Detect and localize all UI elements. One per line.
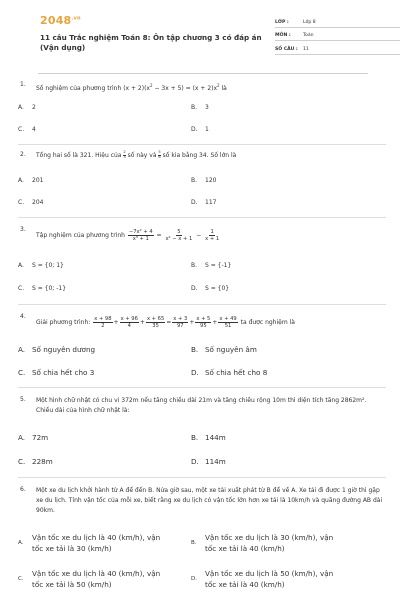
option-c[interactable]	[18, 457, 53, 466]
option-text-line: tốc xe tải là 40 (km/h)	[205, 544, 285, 553]
option-key: B.	[191, 262, 198, 269]
meta-row-subject	[275, 28, 400, 42]
question-divider	[18, 144, 386, 145]
fraction	[128, 229, 154, 242]
fraction-denominator: 35	[152, 323, 159, 329]
logo-suffix: .vn	[71, 15, 81, 22]
option-b[interactable]	[191, 532, 333, 554]
option-a[interactable]	[18, 532, 160, 554]
option-text: 3	[205, 104, 209, 111]
page-title: 11 câu Trắc nghiệm Toán 8: Ôn tập chương 3 có đáp án (Vận dụng)	[40, 33, 262, 52]
question-text-part: số kia bằng 34. Số lớn là	[160, 152, 237, 159]
fraction	[218, 316, 237, 329]
question-number: 5.	[20, 396, 26, 403]
fraction-numerator: 5	[158, 150, 161, 155]
option-text: Số nguyên âm	[205, 345, 257, 354]
meta-key: MÔN :	[275, 33, 291, 38]
option-b[interactable]	[191, 262, 231, 269]
meta-row-count	[275, 41, 400, 55]
option-text: 117	[205, 199, 217, 206]
option-key: C.	[18, 457, 26, 466]
fraction	[204, 229, 220, 242]
question-text-part: số này và	[125, 152, 157, 159]
option-key: D.	[191, 576, 197, 582]
option-text-line: Vận tốc xe du lịch là 30 (km/h), vận	[205, 533, 334, 542]
meta-key: SỐ CÂU :	[275, 46, 298, 52]
question-number: 3.	[20, 226, 26, 233]
question-text-part: là	[219, 85, 227, 92]
option-text: S = {0}	[205, 285, 230, 292]
option-key: D.	[191, 126, 198, 133]
option-key: B.	[191, 345, 199, 354]
logo-main: 2048	[40, 14, 72, 27]
option-key: A.	[18, 177, 24, 184]
option-text: 114m	[205, 457, 226, 466]
option-d[interactable]	[191, 568, 333, 590]
question-text-part: − 3x + 5) = (x + 2)x	[152, 85, 218, 92]
question-1	[20, 81, 384, 94]
option-text: Số chia hết cho 8	[205, 368, 268, 377]
option-a[interactable]	[18, 177, 43, 184]
question-text-part: Tập nghiệm của phương trình	[36, 232, 125, 239]
page-header	[20, 0, 382, 74]
option-text-line: tốc xe tải là 40 (km/h)	[205, 580, 285, 589]
option-key: A.	[18, 433, 26, 442]
fraction-denominator: 2	[101, 323, 105, 329]
option-text: Số nguyên dương	[32, 345, 96, 354]
option-key: D.	[191, 199, 198, 206]
fraction-denominator: 4	[127, 323, 131, 329]
option-key: D.	[191, 457, 199, 466]
question-number: 1.	[20, 81, 26, 88]
fraction-numerator: −7x² + 4	[128, 229, 153, 235]
option-text: S = {0; -1}	[32, 285, 67, 292]
question-divider	[18, 477, 386, 478]
option-a[interactable]	[18, 433, 48, 442]
question-text-part: ta được nghiệm là	[240, 319, 295, 326]
option-c[interactable]	[18, 368, 94, 377]
question-5	[20, 396, 384, 416]
meta-table	[275, 14, 400, 55]
option-c[interactable]	[18, 126, 36, 133]
question-text	[36, 81, 384, 94]
option-text: 120	[205, 177, 217, 184]
fraction-denominator: 6	[158, 155, 161, 159]
option-key: B.	[191, 104, 198, 111]
fraction-denominator: x + 1	[205, 236, 220, 242]
option-text-line: tốc xe tải là 50 (km/h)	[32, 580, 112, 589]
fraction-numerator: x + 3	[173, 316, 188, 322]
question-text-part: Tổng hai số là 321. Hiệu của	[36, 152, 122, 159]
option-text: S = {-1}	[205, 262, 232, 269]
option-a[interactable]	[18, 345, 95, 354]
exponent: 2	[149, 83, 153, 88]
question-text-part: Giải phương trình:	[36, 319, 91, 326]
option-key: D.	[191, 368, 199, 377]
question-number: 4.	[20, 313, 26, 320]
question-4	[20, 313, 384, 329]
option-text: 228m	[32, 457, 53, 466]
fraction-numerator: 5	[177, 229, 181, 235]
question-number: 2.	[20, 151, 26, 158]
option-text: 144m	[205, 433, 226, 442]
option-text: 1	[205, 126, 209, 133]
option-a[interactable]	[18, 104, 36, 111]
option-key: A.	[18, 104, 24, 111]
question-3	[20, 226, 384, 242]
option-a[interactable]	[18, 262, 64, 269]
option-text: 4	[32, 126, 36, 133]
option-text-line: Vận tốc xe du lịch là 40 (km/h), vận	[32, 569, 161, 578]
option-b[interactable]	[191, 177, 216, 184]
fraction	[146, 316, 165, 329]
option-key: C.	[18, 285, 25, 292]
site-logo[interactable]	[40, 14, 81, 27]
option-key: C.	[18, 576, 24, 582]
question-6	[20, 486, 384, 516]
exponent: 2	[217, 83, 220, 88]
option-b[interactable]	[191, 345, 257, 354]
option-text: 204	[32, 199, 44, 206]
question-text-part: Số nghiệm của phương trình (x + 2)(x	[36, 85, 150, 92]
fraction-numerator: x + 65	[146, 316, 165, 322]
option-text	[32, 532, 160, 554]
option-key: A.	[18, 262, 24, 269]
question-text: Một hình chữ nhật có chu vi 372m nếu tăng chiều dài 21m và tăng chiều rộng 10m thì diện tích tăng 2862m². Chiều dài của hình chữ nhật là:	[36, 397, 367, 414]
option-key: B.	[191, 540, 197, 546]
option-key: A.	[18, 540, 24, 546]
fraction-denominator: x³ + 1	[132, 236, 149, 242]
question-2	[20, 151, 384, 161]
meta-row-class	[275, 14, 400, 28]
header-divider	[38, 73, 368, 74]
fraction	[172, 316, 188, 329]
option-text	[205, 532, 333, 554]
fraction	[93, 316, 112, 329]
option-text-line: Vận tốc xe du lịch là 50 (km/h), vận	[205, 569, 334, 578]
fraction-denominator: x² − x + 1	[165, 236, 193, 242]
fraction	[120, 316, 139, 329]
option-b[interactable]	[191, 433, 226, 442]
fraction-numerator: x + 49	[219, 316, 237, 322]
option-text	[32, 568, 160, 590]
meta-value: Toán	[303, 33, 314, 38]
question-divider	[18, 217, 386, 218]
option-text: 72m	[32, 433, 49, 442]
question-text: Tập nghiệm của phương trình $\frac{\text{−7x² + 4}}{\text{x³ + 1}}$ = $\frac{5}{\text{x² − x + 1}}$ − $\frac{1}{x + 1}$	[36, 229, 220, 242]
fraction-numerator: x + 98	[94, 316, 112, 322]
meta-key: LỚP :	[275, 19, 289, 25]
question-number: 6.	[20, 486, 26, 493]
fraction-numerator: x + 5	[196, 316, 211, 322]
fraction-denominator: 51	[224, 323, 232, 329]
fraction-denominator: 97	[177, 323, 184, 329]
option-text-line: tốc xe tải là 30 (km/h)	[32, 544, 112, 553]
option-key: C.	[18, 199, 25, 206]
option-d[interactable]	[191, 457, 226, 466]
fraction-denominator: 95	[200, 323, 207, 329]
meta-value: 11	[303, 46, 309, 52]
option-key: B.	[191, 433, 199, 442]
option-b[interactable]	[191, 104, 209, 111]
option-key: C.	[18, 368, 26, 377]
option-text-line: Vận tốc xe du lịch là 40 (km/h), vận	[32, 533, 161, 542]
option-key: D.	[191, 285, 198, 292]
option-key: B.	[191, 177, 198, 184]
option-text: 2	[32, 104, 36, 111]
fraction	[164, 229, 193, 242]
option-text: 201	[32, 177, 44, 184]
option-c[interactable]	[18, 285, 66, 292]
fraction	[195, 316, 211, 329]
option-text: S = {0; 1}	[32, 262, 64, 269]
option-d[interactable]	[191, 285, 229, 292]
question-divider	[18, 304, 386, 305]
fraction-numerator: x + 96	[120, 316, 138, 322]
option-text: Số chia hết cho 3	[32, 368, 95, 377]
option-c[interactable]	[18, 568, 160, 590]
option-d[interactable]	[191, 126, 209, 133]
fraction-numerator: 2	[123, 150, 126, 155]
option-c[interactable]	[18, 199, 43, 206]
option-d[interactable]	[191, 368, 267, 377]
option-text	[205, 568, 333, 590]
fraction-denominator: 3	[123, 155, 126, 159]
fraction-numerator: 1	[210, 229, 214, 235]
meta-value: Lớp 8	[303, 19, 316, 25]
question-text: Giải phương trình: $\frac{x + 98}{2}$ + $\frac{x + 96}{4}$ + $\frac{x + 65}{35}$ = $\frac{x + 3}{97}$ + $\frac{x + 5}{95}$ + $\frac{x + 49}{51}$ ta được nghiệm là	[36, 316, 295, 329]
question-divider	[18, 387, 386, 388]
option-key: C.	[18, 126, 25, 133]
option-key: A.	[18, 345, 26, 354]
question-text: Một xe du lịch khởi hành từ A để đến B. Nửa giờ sau, một xe tải xuất phát từ B để về A. Xe tải đi được 1 giờ thì gặp xe du lịch. Tính vận tốc của mỗi xe, biết rằng xe du lịch có vận tốc lớn hơn xe tải là 10km/h và quãng đường AB dài 90km.	[36, 487, 383, 514]
question-text	[36, 151, 384, 161]
option-d[interactable]	[191, 199, 216, 206]
